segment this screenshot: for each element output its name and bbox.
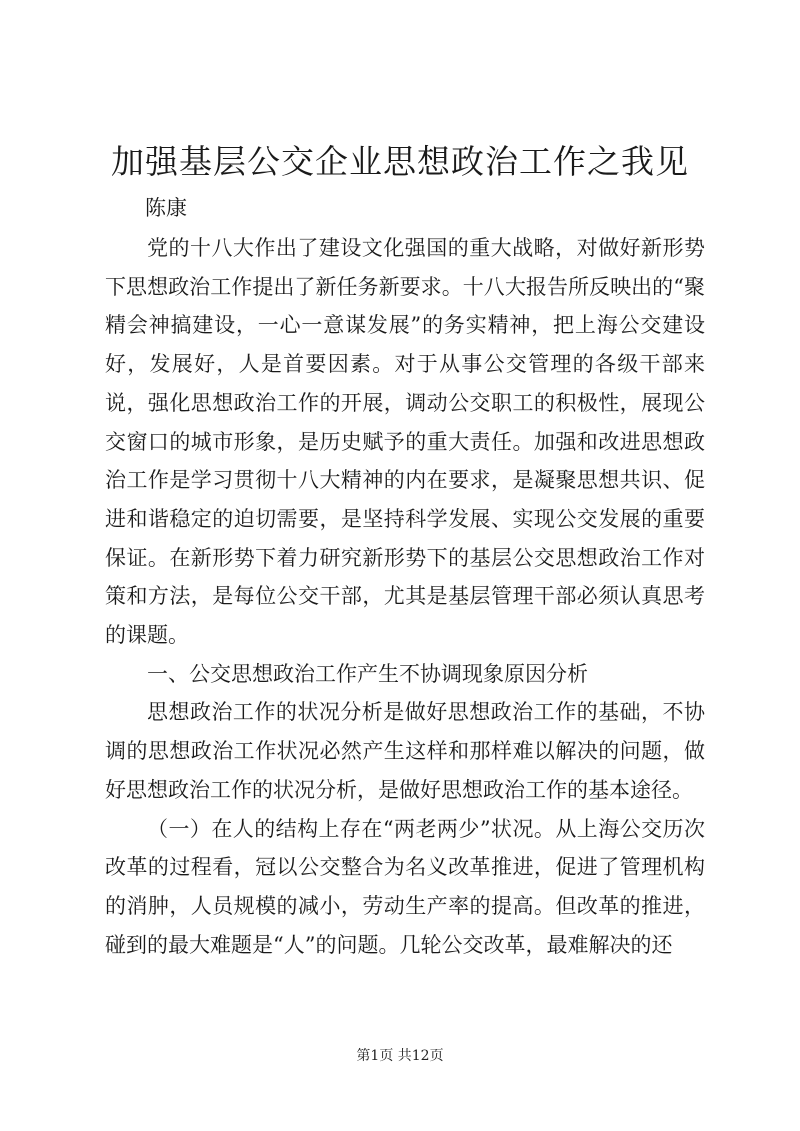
paragraph: 思想政治工作的状况分析是做好思想政治工作的基础，不协调的思想政治工作状况必然产生这样和那样难以解决的问题，做好思想政治工作的状况分析，是做好思想政治工作的基本途径。 — [105, 700, 705, 802]
page-footer: 第1页 共12页 — [356, 1048, 444, 1064]
author-name: 陈康 — [145, 196, 187, 220]
paragraph: 党的十八大作出了建设文化强国的重大战略，对做好新形势下思想政治工作提出了新任务新要求。十八大报告所反映出的“聚精会神搞建设，一心一意谋发展”的务实精神，把上海公交建设好，发展好，人是首要因素。对于从事公交管理的各级干部来说，强化思想政治工作的开展，调动公交职工的积极性，展现公交窗口的城市形象，是历史赋予的重大责任。加强和改进思想政治工作是学习贯彻十八大精神的内在要求，是凝聚思想共识、促进和谐稳定的迫切需要，是坚持科学发展、实现公交发展的重要保证。在新形势下着力研究新形势下的基层公交思想政治工作对策和方法，是每位公交干部，尤其是基层管理干部必须认真思考的课题。 — [105, 236, 705, 648]
document-title: 加强基层公交企业思想政治工作之我见 — [111, 142, 689, 181]
paragraph: （一）在人的结构上存在“两老两少”状况。从上海公交历次改革的过程看，冠以公交整合为名义改革推进，促进了管理机构的消肿，人员规模的减小，劳动生产率的提高。但改革的推进，碰到的最大难题是“人”的问题。几轮公交改革，最难解决的还 — [105, 816, 705, 957]
document-body — [105, 229, 705, 964]
section-heading: 一、公交思想政治工作产生不协调现象原因分析 — [147, 661, 588, 686]
